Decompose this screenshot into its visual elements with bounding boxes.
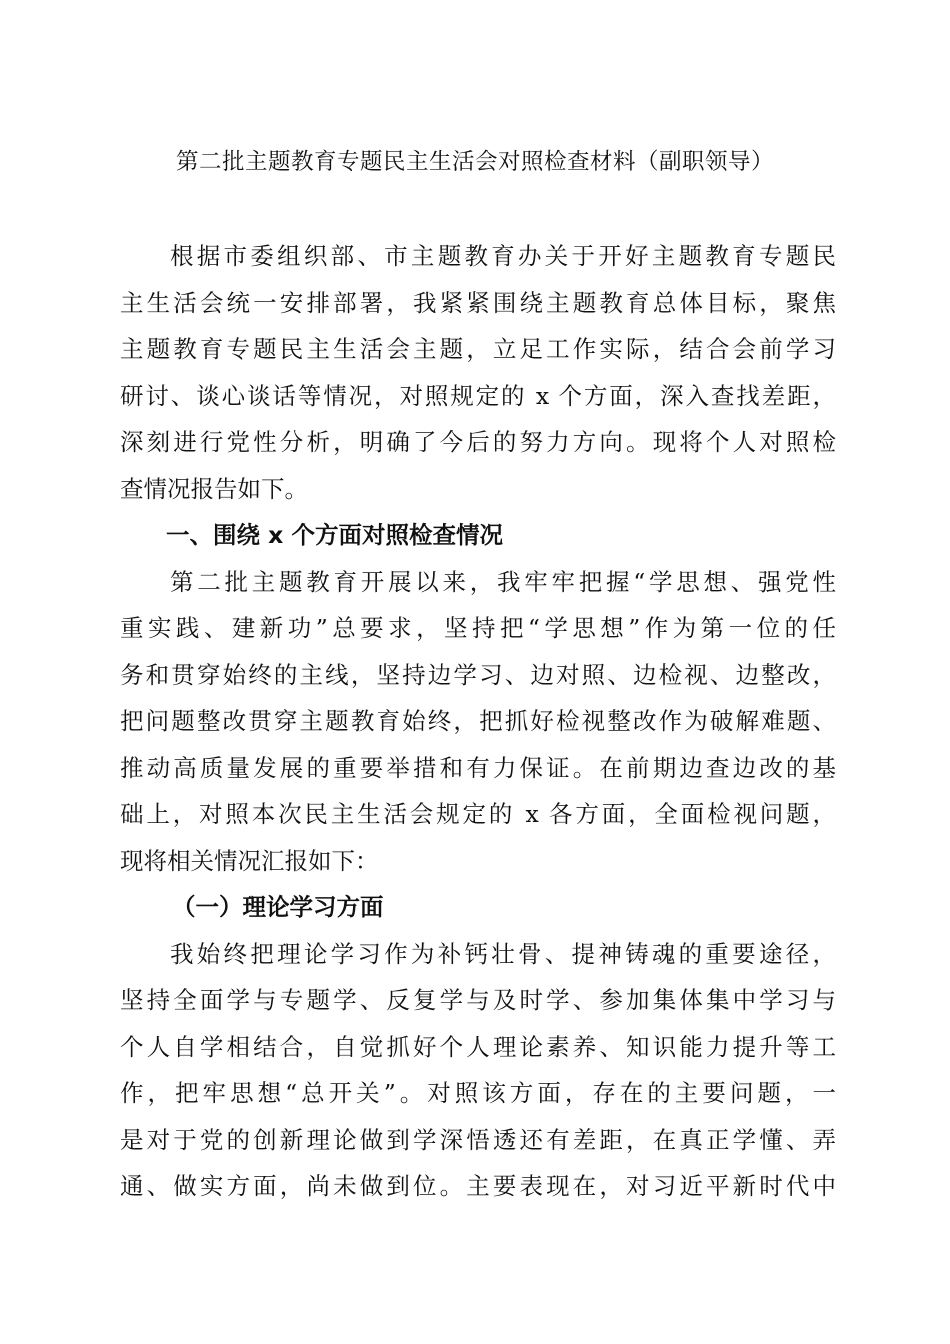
paragraph-line: 把问题整改贯穿主题教育始终，把抓好检视整改作为破解难题、 <box>120 707 836 735</box>
paragraph-line: 根据市委组织部、市主题教育办关于开好主题教育专题民 <box>170 242 836 270</box>
paragraph-line: 坚持全面学与专题学、反复学与及时学、参加集体集中学习与 <box>120 986 836 1014</box>
paragraph-line: 个人自学相结合，自觉抓好个人理论素养、知识能力提升等工 <box>120 1032 836 1061</box>
paragraph-line: 重实践、建新功”总要求，坚持把“学思想”作为第一位的任 <box>120 614 836 642</box>
paragraph-line: 作，把牢思想“总开关”。对照该方面，存在的主要问题，一 <box>120 1079 836 1107</box>
paragraph-line: 现将相关情况汇报如下： <box>120 846 379 875</box>
paragraph-line: 通、做实方面，尚未做到位。主要表现在，对习近平新时代中 <box>120 1172 836 1200</box>
paragraph-line: 研讨、谈心谈话等情况，对照规定的 x 个方面，深入查找差距， <box>120 381 836 410</box>
paragraph-line: 查情况报告如下。 <box>120 474 308 503</box>
paragraph-line: 深刻进行党性分析，明确了今后的努力方向。现将个人对照检 <box>120 428 836 456</box>
paragraph-line: 我始终把理论学习作为补钙壮骨、提神铸魂的重要途径， <box>170 939 836 968</box>
paragraph-line: 是对于党的创新理论做到学深悟透还有差距，在真正学懂、弄 <box>120 1125 836 1154</box>
paragraph-line: 第二批主题教育开展以来，我牢牢把握“学思想、强党性 <box>170 567 836 596</box>
document-body <box>120 233 836 1210</box>
section-heading: 一、围绕 x 个方面对照检查情况 <box>166 521 504 549</box>
paragraph-line: 推动高质量发展的重要举措和有力保证。在前期边查边改的基 <box>120 753 836 782</box>
subsection-heading: （一）理论学习方面 <box>172 893 384 921</box>
paragraph-line: 主生活会统一安排部署，我紧紧围绕主题教育总体目标，聚焦 <box>120 288 836 317</box>
document-title: 第二批主题教育专题民主生活会对照检查材料（副职领导） <box>175 149 774 175</box>
paragraph-line: 务和贯穿始终的主线，坚持边学习、边对照、边检视、边整改， <box>120 660 836 689</box>
paragraph-line: 础上，对照本次民主生活会规定的 x 各方面，全面检视问题， <box>120 800 836 828</box>
paragraph-line: 主题教育专题民主生活会主题，立足工作实际，结合会前学习 <box>120 335 836 363</box>
